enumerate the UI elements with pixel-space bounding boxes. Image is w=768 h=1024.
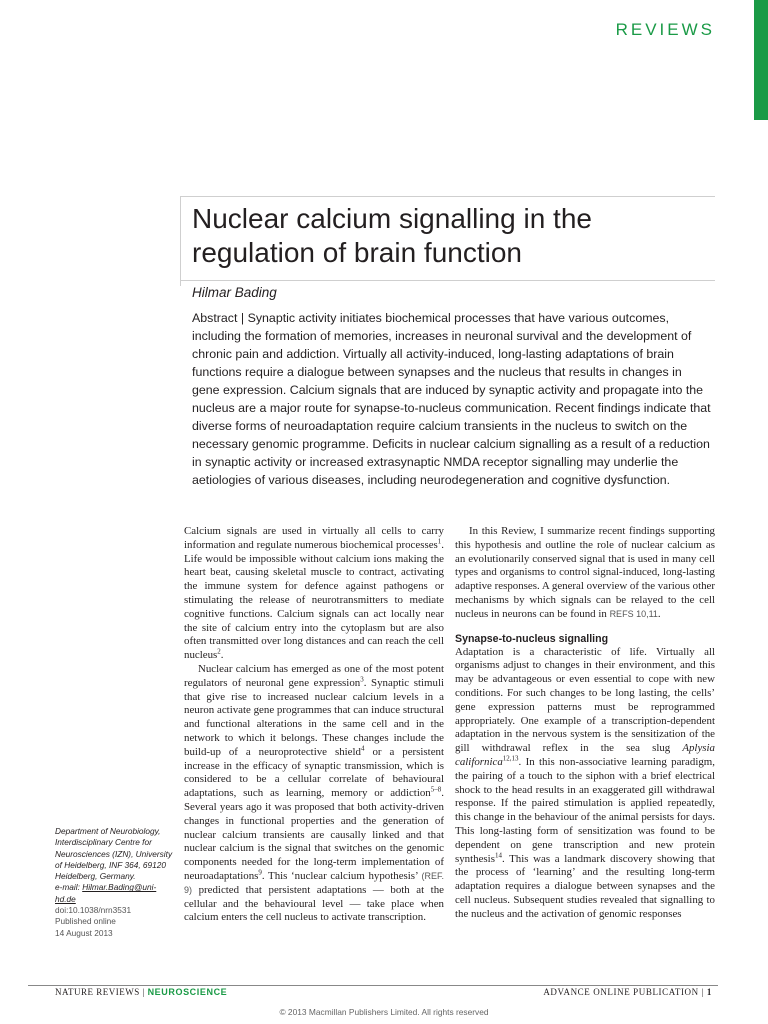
citation-ref: 3 bbox=[360, 675, 364, 684]
abstract-text: Synaptic activity initiates biochemical processes that have various outcomes, including the formation of memories, increases in neuronal survival and the development of chronic pain and addiction. Virtually all activity-induced, long-lasting adaptations of brain functions require a dialogue between synapses and the nucleus that results in changes in gene expression. Calcium signals that are induced by synaptic activity and propagate into the nucleus are a major route for synapse-to-nucleus communication. Recent findings indicate that diverse forms of neuroadaptation require calcium transients in the nucleus to switch on the necessary genomic programme. Deficits in nuclear calcium signalling as a result of a reduction in synaptic activity or increased extrasynaptic NMDA receptor signalling may underlie the aetiologies of various diseases, including neurodegeneration and cognitive dysfunction. bbox=[192, 311, 711, 487]
section-label: REVIEWS bbox=[615, 20, 715, 39]
text-run: or a persistent increase in the efficacy of synaptic transmission, which is considered to be a cellular correlate of behavioural adaptations, such as learning, memory or addiction bbox=[184, 745, 444, 800]
citation-ref: 14 bbox=[494, 850, 502, 859]
title-rule-bottom bbox=[180, 280, 715, 281]
section-tab-marker bbox=[754, 0, 768, 120]
text-run: Calcium signals are used in virtually all cells to carry information and regulate numerous biochemical processes bbox=[184, 525, 444, 551]
email-label: e-mail: bbox=[55, 882, 83, 893]
citation-ref: REFS 10,11 bbox=[609, 608, 658, 619]
author-name: Hilmar Bading bbox=[192, 285, 277, 300]
paragraph bbox=[455, 646, 715, 922]
citation-ref: 1 bbox=[437, 537, 442, 546]
abstract-label: Abstract | bbox=[192, 311, 245, 325]
species-name: Aplysia californica bbox=[455, 742, 715, 768]
paragraph: Calcium signals are used in virtually all cells to carry information and regulate numerous biochemical processes$^1$. Life would be impossible without calcium ions making the heart beat, causing skeletal muscle to contract, activating the immune system for defence against pathogens or stimulating the release of neurotransmitters to mediate cognitive functions. Calcium signals can act locally near the site of calcium entry into the cytoplasm but are also often transmitted over long distances and can reach the cell nucleus$^2$. bbox=[184, 525, 444, 662]
copyright-notice: © 2013 Macmillan Publishers Limited. All rights reserved bbox=[279, 1007, 489, 1017]
title-rule-top bbox=[180, 196, 715, 197]
text-run: . This was a landmark discovery showing that the process of ‘learning’ and the resulting long-term adaptation requires a dialogue between synapses and the cell nucleus. Subsequent studies revealed that signalling to the nucleus and the activation of genomic responses bbox=[455, 852, 715, 920]
page-number: 1 bbox=[706, 987, 712, 997]
paragraph: In this Review, I summarize recent findings supporting this hypothesis and outline the role of nuclear calcium as an evolutionarily conserved signal that is used in many cell types and organisms to control signal-induced, long-lasting adaptive responses. A general overview of the various other mechanisms by which signals can be relayed to the cell nucleus in neurons can be found in REFS 10,11. bbox=[455, 525, 715, 620]
footer-rule bbox=[28, 985, 718, 986]
journal-name: NATURE REVIEWS bbox=[55, 987, 140, 997]
text-run: Nuclear calcium has emerged as one of the most potent regulators of neuronal gene expression bbox=[184, 662, 444, 689]
journal-section: NEUROSCIENCE bbox=[147, 987, 228, 997]
affiliation-text: Department of Neurobiology, Interdisciplinary Centre for Neurosciences (IZN), University of Heidelberg, INF 364, 69120 Heidelberg, Germany. bbox=[55, 826, 173, 882]
author-affiliation bbox=[55, 826, 175, 939]
text-run: predicted that persistent adaptations — both at the cellular and the behavioural level — take place when calcium enters the cell nucleus to activate transcription. bbox=[184, 883, 444, 924]
left-body-column bbox=[184, 525, 444, 925]
section-heading: Synapse-to-nucleus signalling bbox=[455, 632, 609, 645]
text-run: . In this non-associative learning paradigm, the pairing of a touch to the siphon with a brief electrical shock to the head results in an exaggerated gill withdrawal response. If the paired stimulation is applied repeatedly, this change in the behaviour of the animal persists for days. This long-lasting form of sensitization was found to be dependent on gene transcription and new protein synthesis bbox=[455, 755, 715, 865]
footer-publication bbox=[543, 987, 712, 997]
email-link[interactable]: Hilmar.Bading@uni-hd.de bbox=[55, 882, 157, 904]
abstract bbox=[192, 309, 712, 489]
footer-separator: | bbox=[142, 987, 145, 997]
text-run: . Synaptic stimuli that give rise to increased nuclear calcium levels in a neuron activate gene programmes that can induce structural and functional alterations in the same cell and in the network to which it belongs. These changes include the build-up of a neuroprotective shield bbox=[184, 676, 444, 758]
text-run: Adaptation is a characteristic of life. Virtually all organisms adjust to changes in their environment, and this may be advantageous or even essential to cope with new conditions. For such changes to be long lasting, the cells’ gene expression patterns must be reprogrammed appropriately. One example of a transcription-dependent adaptation in the nervous system is the sensitization of the gill withdrawal reflex in the sea slug bbox=[455, 645, 715, 755]
citation-ref: 5–8 bbox=[430, 785, 442, 794]
footer-journal bbox=[55, 987, 227, 997]
citation-ref: (REF. 9) bbox=[184, 870, 444, 895]
title-rule-vertical bbox=[180, 196, 181, 286]
email-line bbox=[55, 882, 175, 905]
footer-separator: | bbox=[701, 987, 705, 997]
paragraph bbox=[184, 663, 444, 925]
text-run: . Life would be impossible without calcium ions making the heart beat, causing skeletal muscle to contract, activating the immune system for defence against pathogens or stimulating the release of neurotransmitters to mediate cognitive functions. Calcium signals can act locally near the site of calcium entry into the cytoplasm but are also often transmitted over long distances and can reach the cell nucleus bbox=[184, 538, 444, 662]
citation-ref: 4 bbox=[360, 744, 365, 753]
citation-ref: 9 bbox=[258, 868, 262, 877]
article-title: Nuclear calcium signalling in the regulation of brain function bbox=[192, 203, 592, 268]
published-label: Published online bbox=[55, 916, 116, 927]
text-run: . This ‘nuclear calcium hypothesis’ bbox=[261, 869, 422, 882]
right-body-column bbox=[455, 525, 715, 922]
published-date: 14 August 2013 bbox=[55, 927, 113, 938]
doi: doi:10.1038/nrn3531 bbox=[55, 905, 132, 916]
text-run: . Several years ago it was proposed that both activity-driven changes in functional properties and the generation of nuclear calcium transients are causally linked and that nuclear calcium is the signal that switches on the genomic components needed for the long-term implementation of neuroadaptations bbox=[184, 787, 444, 882]
publication-status: ADVANCE ONLINE PUBLICATION bbox=[543, 987, 699, 997]
citation-ref: 12,13 bbox=[502, 754, 519, 763]
citation-ref: 2 bbox=[217, 647, 221, 656]
text-run: In this Review, I summarize recent findings supporting this hypothesis and outline the role of nuclear calcium as an evolutionarily conserved signal that is used in many cell types and organisms to control signal-induced, long-lasting adaptive responses. A general overview of the various other mechanisms by which signals can be relayed to the cell nucleus in neurons can be found in bbox=[455, 525, 715, 620]
